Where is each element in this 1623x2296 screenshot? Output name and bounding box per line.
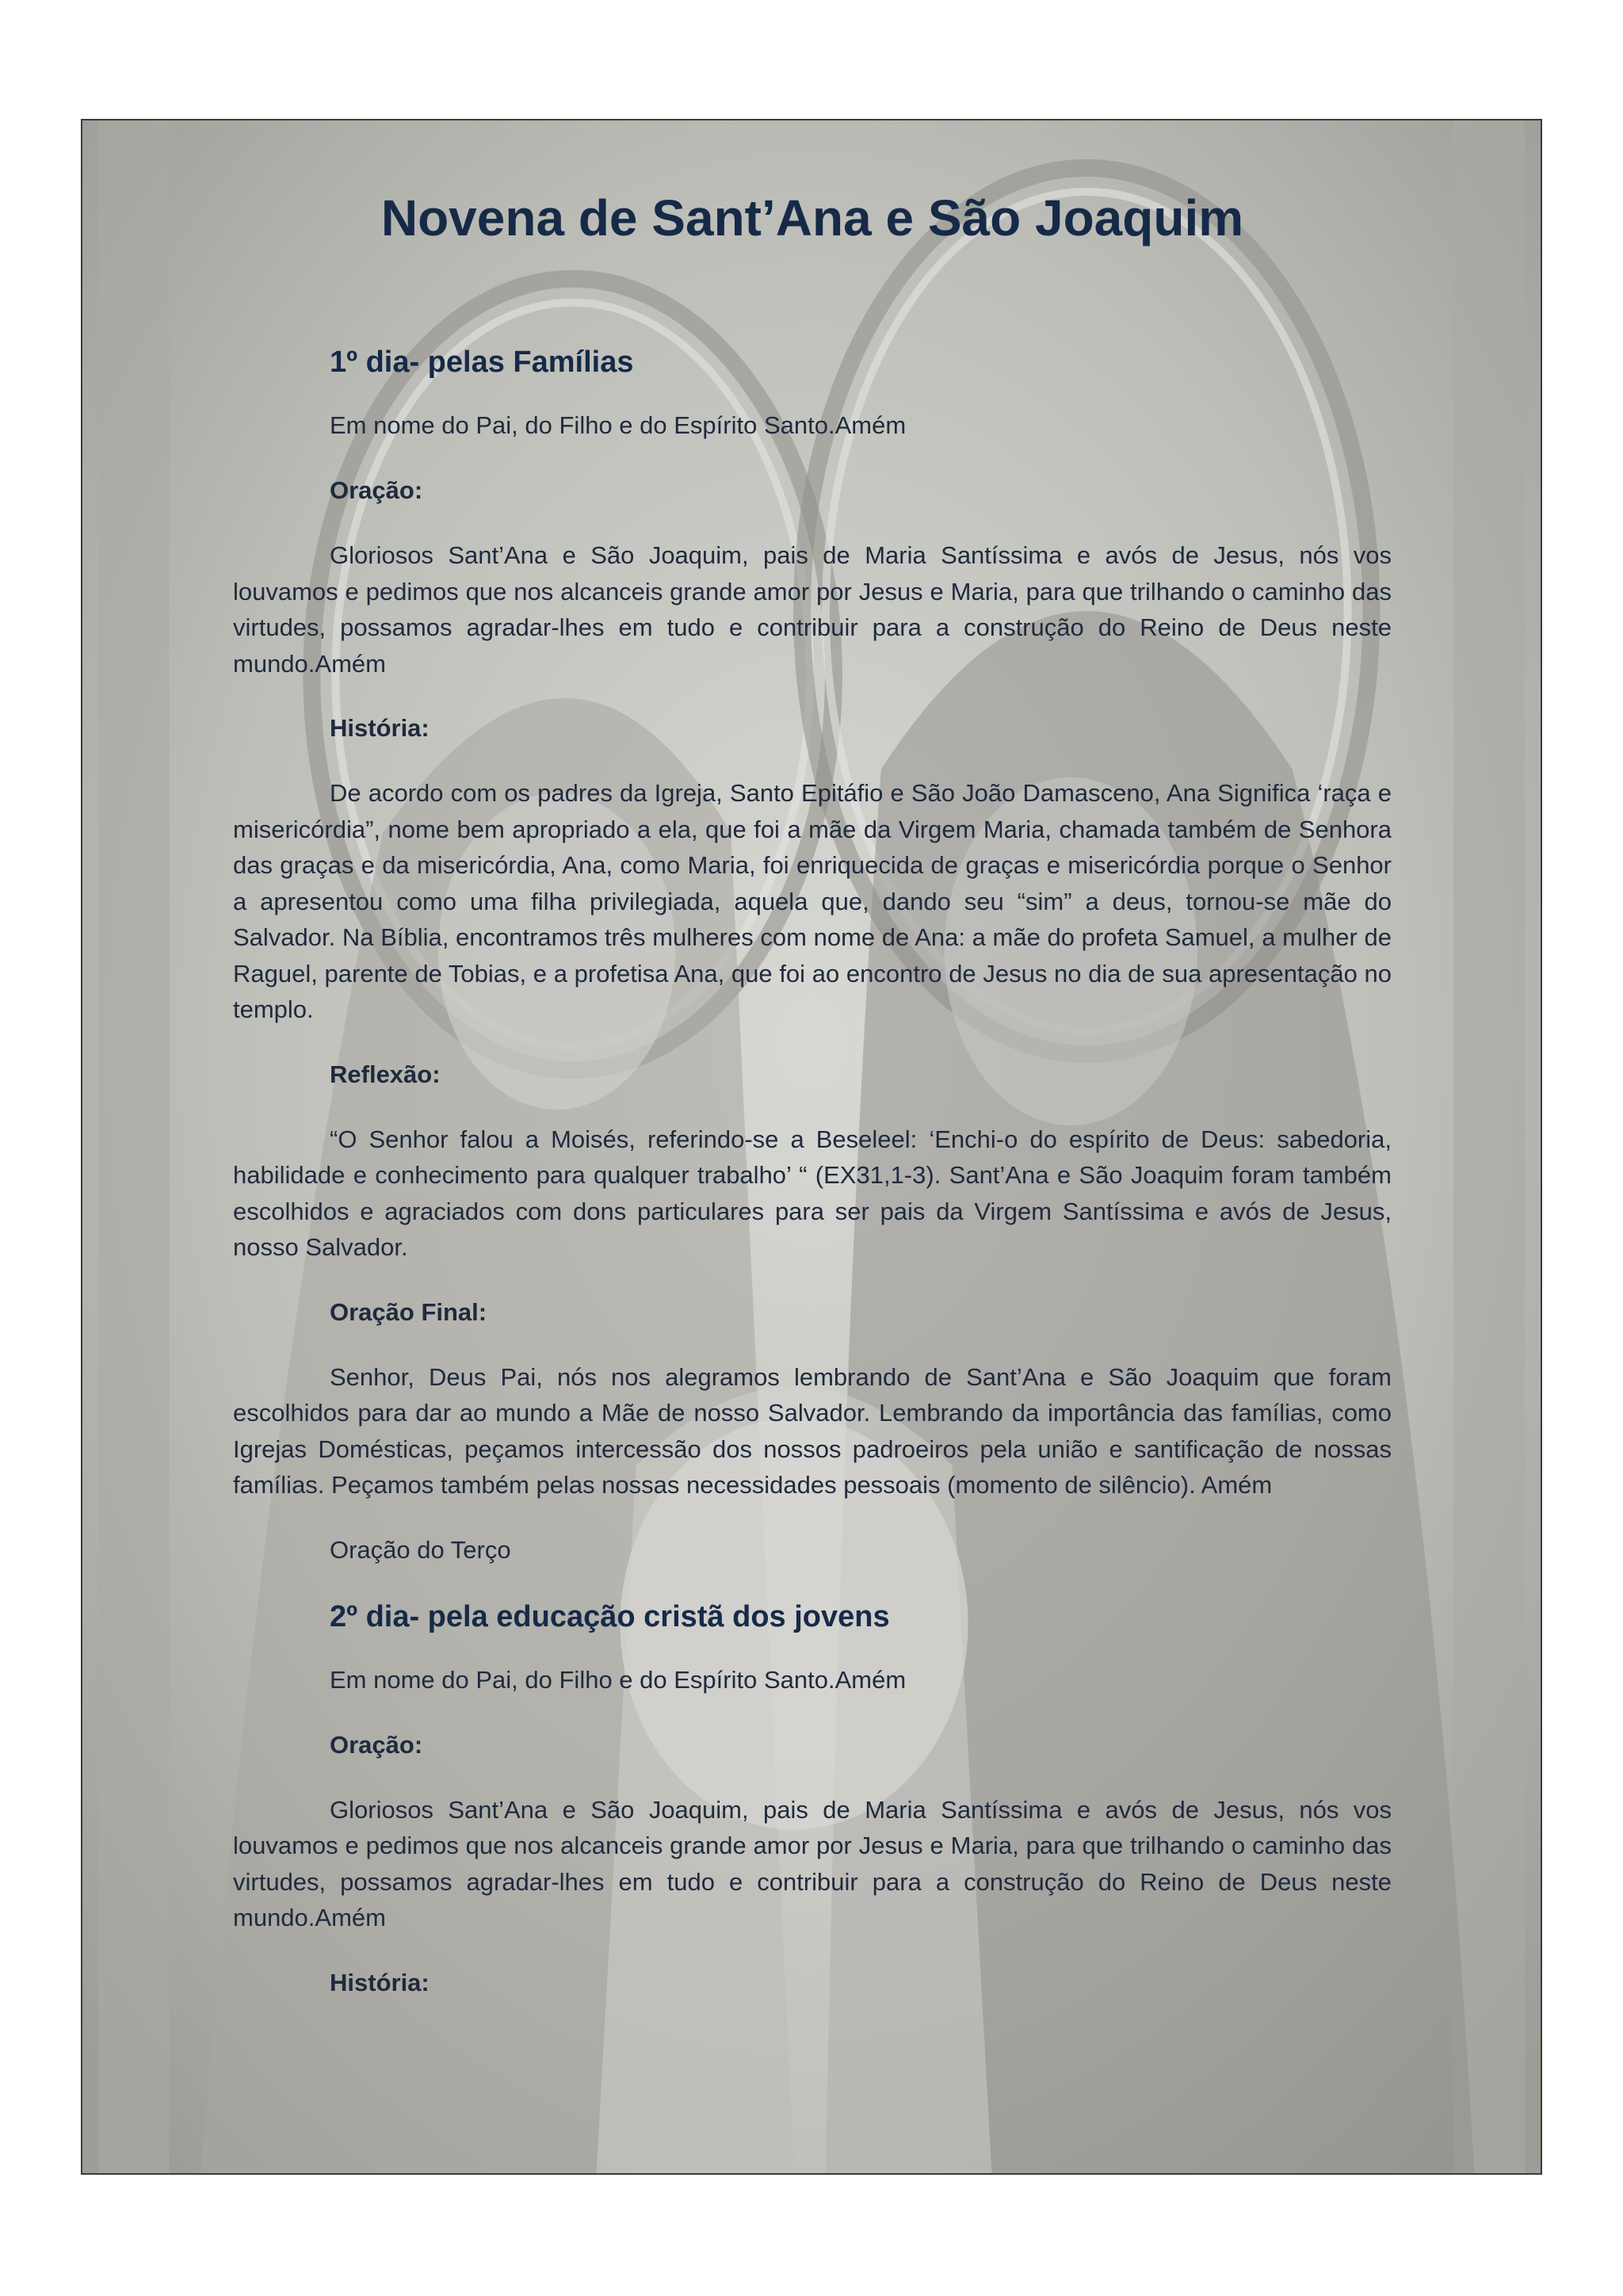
day2-heading: 2º dia- pela educação cristã dos jovens	[330, 1599, 890, 1633]
day1-final-prayer-text: Senhor, Deus Pai, nós nos alegramos lembrando de Sant’Ana e São Joaquim que foram escolhidos para dar ao mundo a Mãe de nosso Salvador. Lembrando da importância das famílias, como Igrejas Domésticas, peçamos intercessão dos nossos padroeiros pela união e santificação de nossas famílias. Peçamos também pelas nossas necessidades pessoais (momento de silêncio). Amém	[233, 1362, 1392, 1499]
novena-text	[233, 342, 1392, 2030]
day1-reflection-label: Reflexão:	[330, 1060, 441, 1088]
page-frame	[81, 119, 1542, 2175]
day1-history-text: De acordo com os padres da Igreja, Santo Epitáfio e São João Damasceno, Ana Significa ‘raça e misericórdia”, nome bem apropriado a ela, que foi a mãe da Virgem Maria, chamada também de Senhora das graças e da misericórdia, Ana, como Maria, foi enriquecida de graças e misericórdia porque o Senhor a apresentou como uma filha privilegiada, aquela que, dando seu “sim” a deus, tornou-se mãe do Salvador. Na Bíblia, encontramos três mulheres com nome de Ana: a mãe do profeta Samuel, a mulher de Raguel, parente de Tobias, e a profetisa Ana, que foi ao encontro de Jesus no dia de sua apresentação no templo.	[233, 779, 1392, 1023]
day1-history-label: História:	[330, 714, 430, 742]
day1-prayer-label: Oração:	[330, 476, 423, 504]
day2-invocation: Em nome do Pai, do Filho e do Espírito Santo.Amém	[330, 1665, 907, 1694]
day1-reflection-text: “O Senhor falou a Moisés, referindo-se a Beseleel: ‘Enchi-o do espírito de Deus: sabedoria, habilidade e conhecimento para qualquer trabalho’ “ (EX31,1-3). Sant’Ana e São Joaquim foram também escolhidos e agraciados com dons particulares para ser pais da Virgem Santíssima e avós de Jesus, nosso Salvador.	[233, 1125, 1392, 1261]
day1-rosary: Oração do Terço	[330, 1535, 511, 1564]
day2-prayer-label: Oração:	[330, 1730, 423, 1759]
day2-history-label: História:	[330, 1968, 430, 1996]
day1-final-prayer-label: Oração Final:	[330, 1297, 487, 1326]
page-title: Novena de Sant’Ana e São Joaquim	[380, 189, 1244, 246]
day2-prayer-text: Gloriosos Sant’Ana e São Joaquim, pais de Maria Santíssima e avós de Jesus, nós vos louvamos e pedimos que nos alcanceis grande amor por Jesus e Maria, para que trilhando o caminho das virtudes, possamos agradar-lhes em tudo e contribuir para a construção do Reino de Deus neste mundo.Amém	[233, 1795, 1392, 1931]
day1-invocation: Em nome do Pai, do Filho e do Espírito Santo.Amém	[330, 411, 907, 439]
day1-heading: 1º dia- pelas Famílias	[330, 346, 634, 379]
day1-prayer-text: Gloriosos Sant’Ana e São Joaquim, pais de Maria Santíssima e avós de Jesus, nós vos louvamos e pedimos que nos alcanceis grande amor por Jesus e Maria, para que trilhando o caminho das virtudes, possamos agradar-lhes em tudo e contribuir para a construção do Reino de Deus neste mundo.Amém	[233, 541, 1392, 678]
